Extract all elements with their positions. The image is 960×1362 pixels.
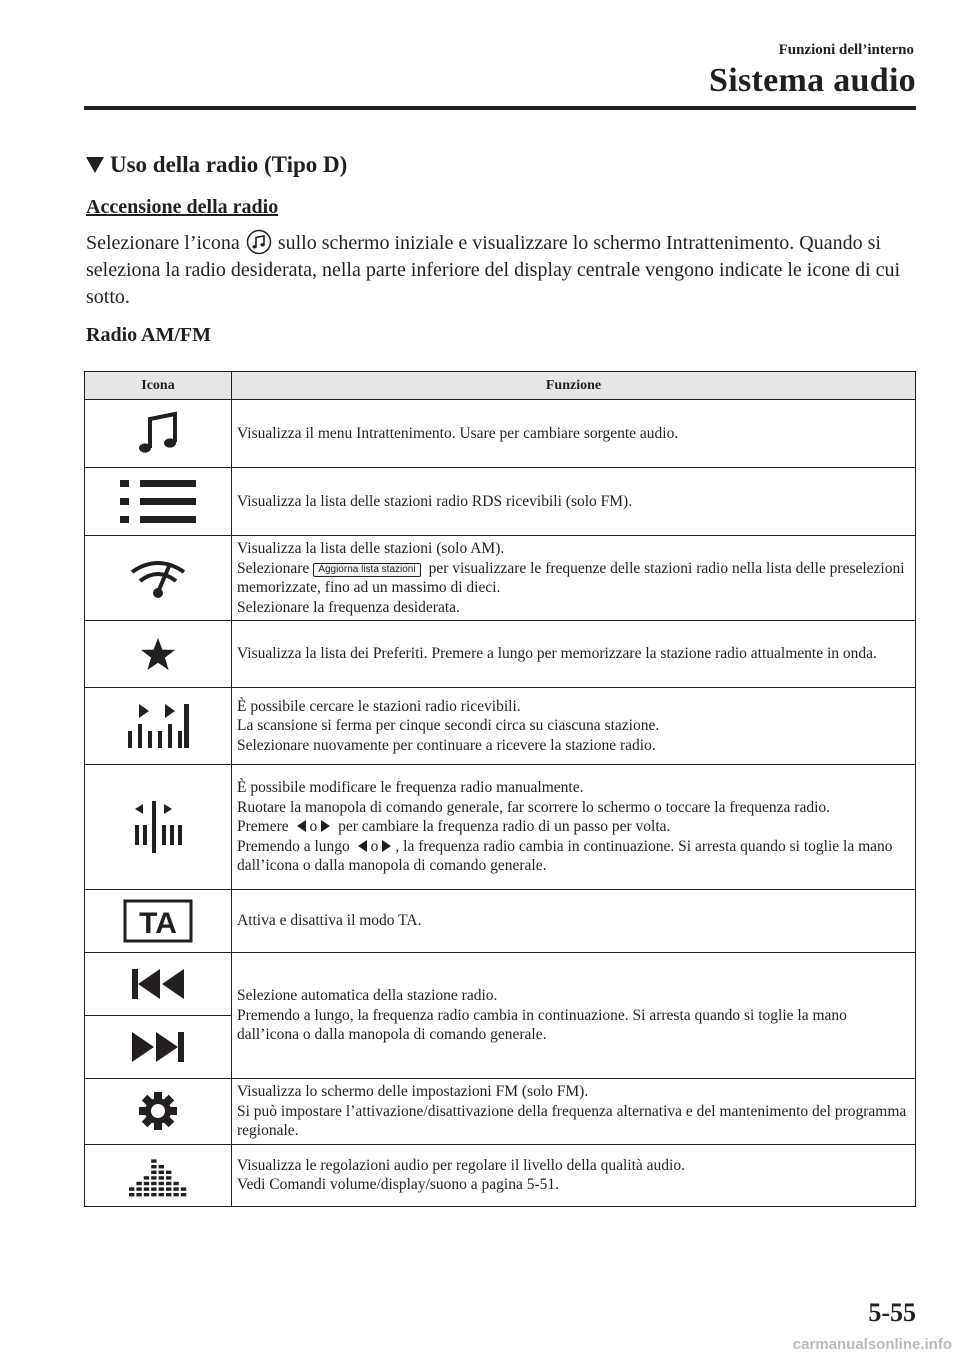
scan-icon [125, 702, 191, 750]
row-text: Selezione automatica della stazione radio. Premendo a lungo, la frequenza radio cambia in continuazione. Si arresta quando si toglie la mano dall’icona o dalla manopola di comando generale. [232, 953, 916, 1079]
row-text: È possibile modificare le frequenza radio manualmente. Ruotare la manopola di comando generale, far scorrere lo schermo o toccare la frequenza radio. Premere o per cambiare la frequenza radio di un passo per volta. Premendo a lungo o , la frequenza radio cambia in continuazione. Si arresta quando si toglie la mano dall’icona o dalla manopola di comando generale. [232, 765, 916, 890]
equalizer-icon [127, 1153, 189, 1197]
table-row [85, 400, 916, 468]
equalizer-dot [136, 1187, 141, 1190]
equalizer-dot [173, 1182, 178, 1185]
row-text: Visualizza lo schermo delle impostazioni FM (solo FM). Si può impostare l’attivazione/disattivazione della frequenza alternativa e del mantenimento del programma regionale. [232, 1079, 916, 1145]
equalizer-dot [159, 1165, 164, 1168]
row-text: Visualizza la lista dei Preferiti. Premere a lungo per memorizzare la stazione radio attualmente in onda. [232, 621, 916, 688]
equalizer-dot [181, 1187, 186, 1190]
section-title: Uso della radio (Tipo D) [86, 152, 916, 178]
update-station-list-button[interactable]: Aggiorna lista stazioni [313, 563, 420, 577]
equalizer-dot [151, 1187, 156, 1190]
subsection-title: Accensione della radio [86, 196, 279, 218]
equalizer-dot [159, 1193, 164, 1196]
header-section: Sistema audio [709, 62, 916, 99]
table-row [85, 1144, 916, 1206]
header-function: Funzione [232, 372, 916, 400]
content [86, 152, 916, 347]
watermark: carmanualsonline.info [792, 1336, 952, 1353]
equalizer-dot [159, 1182, 164, 1185]
equalizer-dot [173, 1193, 178, 1196]
equalizer-dot [136, 1193, 141, 1196]
equalizer-dot [129, 1187, 134, 1190]
seek-previous-icon [130, 967, 186, 1001]
equalizer-dot [144, 1176, 149, 1179]
equalizer-dot [159, 1176, 164, 1179]
header-chapter: Funzioni dell’interno [778, 42, 914, 58]
am-signal-icon [128, 556, 188, 600]
row-text: È possibile cercare le stazioni radio ricevibili. La scansione si ferma per cinque secondi circa su ciascuna stazione. Selezionare nuovamente per continuare a ricevere la stazione radio. [232, 688, 916, 765]
right-arrow-icon [382, 840, 391, 852]
equalizer-dot [151, 1165, 156, 1168]
row-text: Visualizza le regolazioni audio per regolare il livello della qualità audio. Vedi Comandi volume/display/suono a pagina 5-51. [232, 1144, 916, 1206]
equalizer-dot [181, 1193, 186, 1196]
equalizer-dot [159, 1171, 164, 1174]
row-text: Attiva e disattiva il modo TA. [232, 890, 916, 953]
equalizer-dot [151, 1193, 156, 1196]
equalizer-dot [129, 1193, 134, 1196]
equalizer-dot [144, 1187, 149, 1190]
equalizer-dot [166, 1182, 171, 1185]
star-icon [140, 637, 176, 671]
table-header-row [85, 372, 916, 400]
music-note-circle-icon [246, 229, 272, 255]
row-text: Visualizza la lista delle stazioni radio RDS ricevibili (solo FM). [232, 468, 916, 536]
triangle-down-icon [86, 157, 104, 173]
equalizer-dot [144, 1193, 149, 1196]
intro-paragraph: Selezionare l’icona sullo schermo iniziale e visualizzare lo schermo Intrattenimento. Quando si seleziona la radio desiderata, nella parte inferiore del display centrale vengono indicate le icone di cui sotto. [86, 229, 916, 311]
equalizer-dot [136, 1182, 141, 1185]
header-rule [84, 106, 916, 110]
gear-icon [138, 1091, 178, 1131]
right-arrow-icon [321, 820, 330, 832]
row-text: Visualizza il menu Intrattenimento. Usare per cambiare sorgente audio. [232, 400, 916, 468]
manual-tune-icon [133, 801, 183, 853]
table-row [85, 536, 916, 621]
ta-icon [123, 899, 193, 943]
table-row [85, 953, 916, 1016]
table-row [85, 688, 916, 765]
equalizer-dot [144, 1182, 149, 1185]
equalizer-dot [151, 1176, 156, 1179]
equalizer-dot [166, 1176, 171, 1179]
seek-next-icon [130, 1030, 186, 1064]
ta-icon-label: TA [139, 907, 177, 940]
equalizer-dot [159, 1187, 164, 1190]
header-icon: Icona [85, 372, 232, 400]
equalizer-dot [173, 1187, 178, 1190]
table-row [85, 765, 916, 890]
table-row [85, 468, 916, 536]
page-number: 5-55 [868, 1298, 916, 1327]
icon-function-table [84, 371, 916, 1207]
equalizer-dot [151, 1171, 156, 1174]
table-row [85, 621, 916, 688]
row-text: Visualizza la lista delle stazioni (solo AM). Selezionare Aggiorna lista stazioni per visualizzare le frequenze delle stazioni radio nella lista delle preselezioni memorizzate, fino ad un massimo di dieci. Selezionare la frequenza desiderata. [232, 536, 916, 621]
list-icon [118, 477, 198, 527]
equalizer-dot [166, 1187, 171, 1190]
equalizer-dot [166, 1193, 171, 1196]
equalizer-dot [151, 1159, 156, 1162]
left-arrow-icon [358, 840, 367, 852]
left-arrow-icon [297, 820, 306, 832]
music-note-icon [134, 410, 182, 458]
radio-am-fm-title: Radio AM/FM [86, 324, 211, 346]
table-row [85, 890, 916, 953]
equalizer-dot [166, 1171, 171, 1174]
equalizer-dot [151, 1182, 156, 1185]
table-row [85, 1079, 916, 1145]
